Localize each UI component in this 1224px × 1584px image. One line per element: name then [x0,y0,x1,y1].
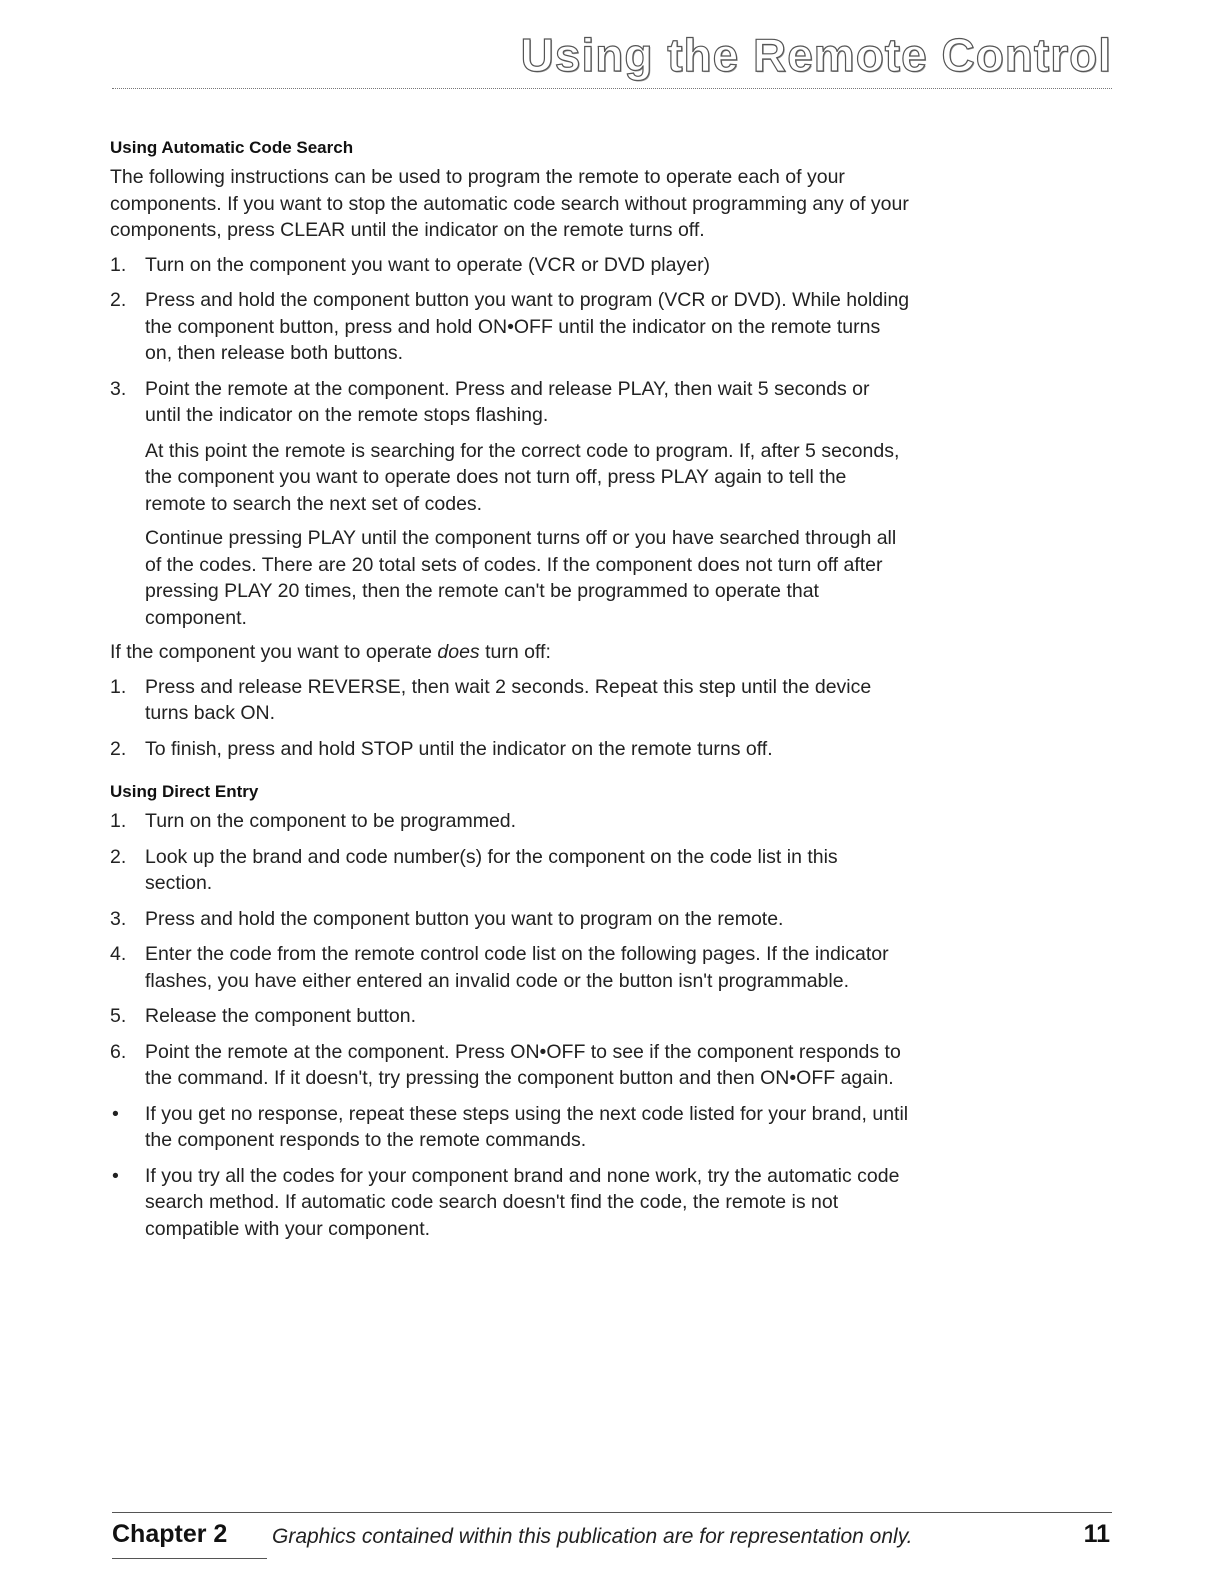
section-heading-automatic-code-search: Using Automatic Code Search [110,138,354,157]
list-item: 2. To finish, press and hold STOP until the indicator on the remote turns off. [110,737,773,760]
footer-chapter: Chapter 2 [112,1520,228,1548]
list-item: 1. Turn on the component to be programmed. [110,810,517,832]
page-title: Using the Remote Control [520,29,1112,81]
direct-entry-bullets [110,1101,910,1243]
chapter-underline [112,1558,267,1559]
automatic-search-steps [110,252,910,429]
bullet-icon: • [112,1102,119,1125]
list-item: • If you get no response, repeat these steps using the next code listed for your brand, until the component responds to the remote commands. [112,1102,909,1151]
list-item: 6. Point the remote at the component. Press ON•OFF to see if the component responds to the command. If it doesn't, try pressing the component button and then ON•OFF again. [110,1040,901,1089]
list-item: 3. Press and hold the component button you want to program on the remote. [110,907,784,930]
list-item: 2. Look up the brand and code number(s) for the component on the code list in this section. [110,845,838,894]
list-item: 1. Turn on the component you want to operate (VCR or DVD player) [110,253,711,276]
footer-divider [112,1512,1112,1513]
bullet-icon: • [112,1164,119,1187]
list-item: 5. Release the component button. [110,1005,417,1027]
page-content [110,136,910,1251]
section-heading-direct-entry: Using Direct Entry [110,782,259,801]
list-item: 3. Point the remote at the component. Press and release PLAY, then wait 5 seconds or until the indicator on the remote stops flashing. [110,377,870,426]
step-note: Continue pressing PLAY until the component turns off or you have searched through all of the codes. There are 20 total sets of codes. If the component does not turn off after pressing PLAY 20 times, then the remote can't be programmed to operate that component. [145,527,897,629]
header-divider [112,88,1112,89]
page-number: 11 [1083,1520,1110,1548]
section-intro: The following instructions can be used to program the remote to operate each of your components. If you want to stop the automatic code search without programming any of your components, press CLEAR until the indicator on the remote turns off. [110,166,909,241]
step-note: At this point the remote is searching for the correct code to program. If, after 5 seconds, the component you want to operate does not turn off, press PLAY again to tell the remote to search the next set of codes. [145,439,900,515]
list-item: 4. Enter the code from the remote control code list on the following pages. If the indicator flashes, you have either entered an invalid code or the button isn't programmable. [110,943,889,992]
list-item: • If you try all the codes for your component brand and none work, try the automatic code search method. If automatic code search doesn't find the code, the remote is not compatible with your component. [112,1164,900,1240]
footer-note: Graphics contained within this publication are for representation only. [272,1525,913,1548]
list-item: 1. Press and release REVERSE, then wait 2 seconds. Repeat this step until the device turns back ON. [110,675,872,724]
list-item: 2. Press and hold the component button you want to program (VCR or DVD). While holding the component button, press and hold ON•OFF until the indicator on the remote turns on, then release both buttons. [110,289,910,364]
turn-off-lead: If the component you want to operate does turn off: [110,641,551,663]
direct-entry-steps [110,808,910,1092]
turn-off-steps [110,674,910,763]
